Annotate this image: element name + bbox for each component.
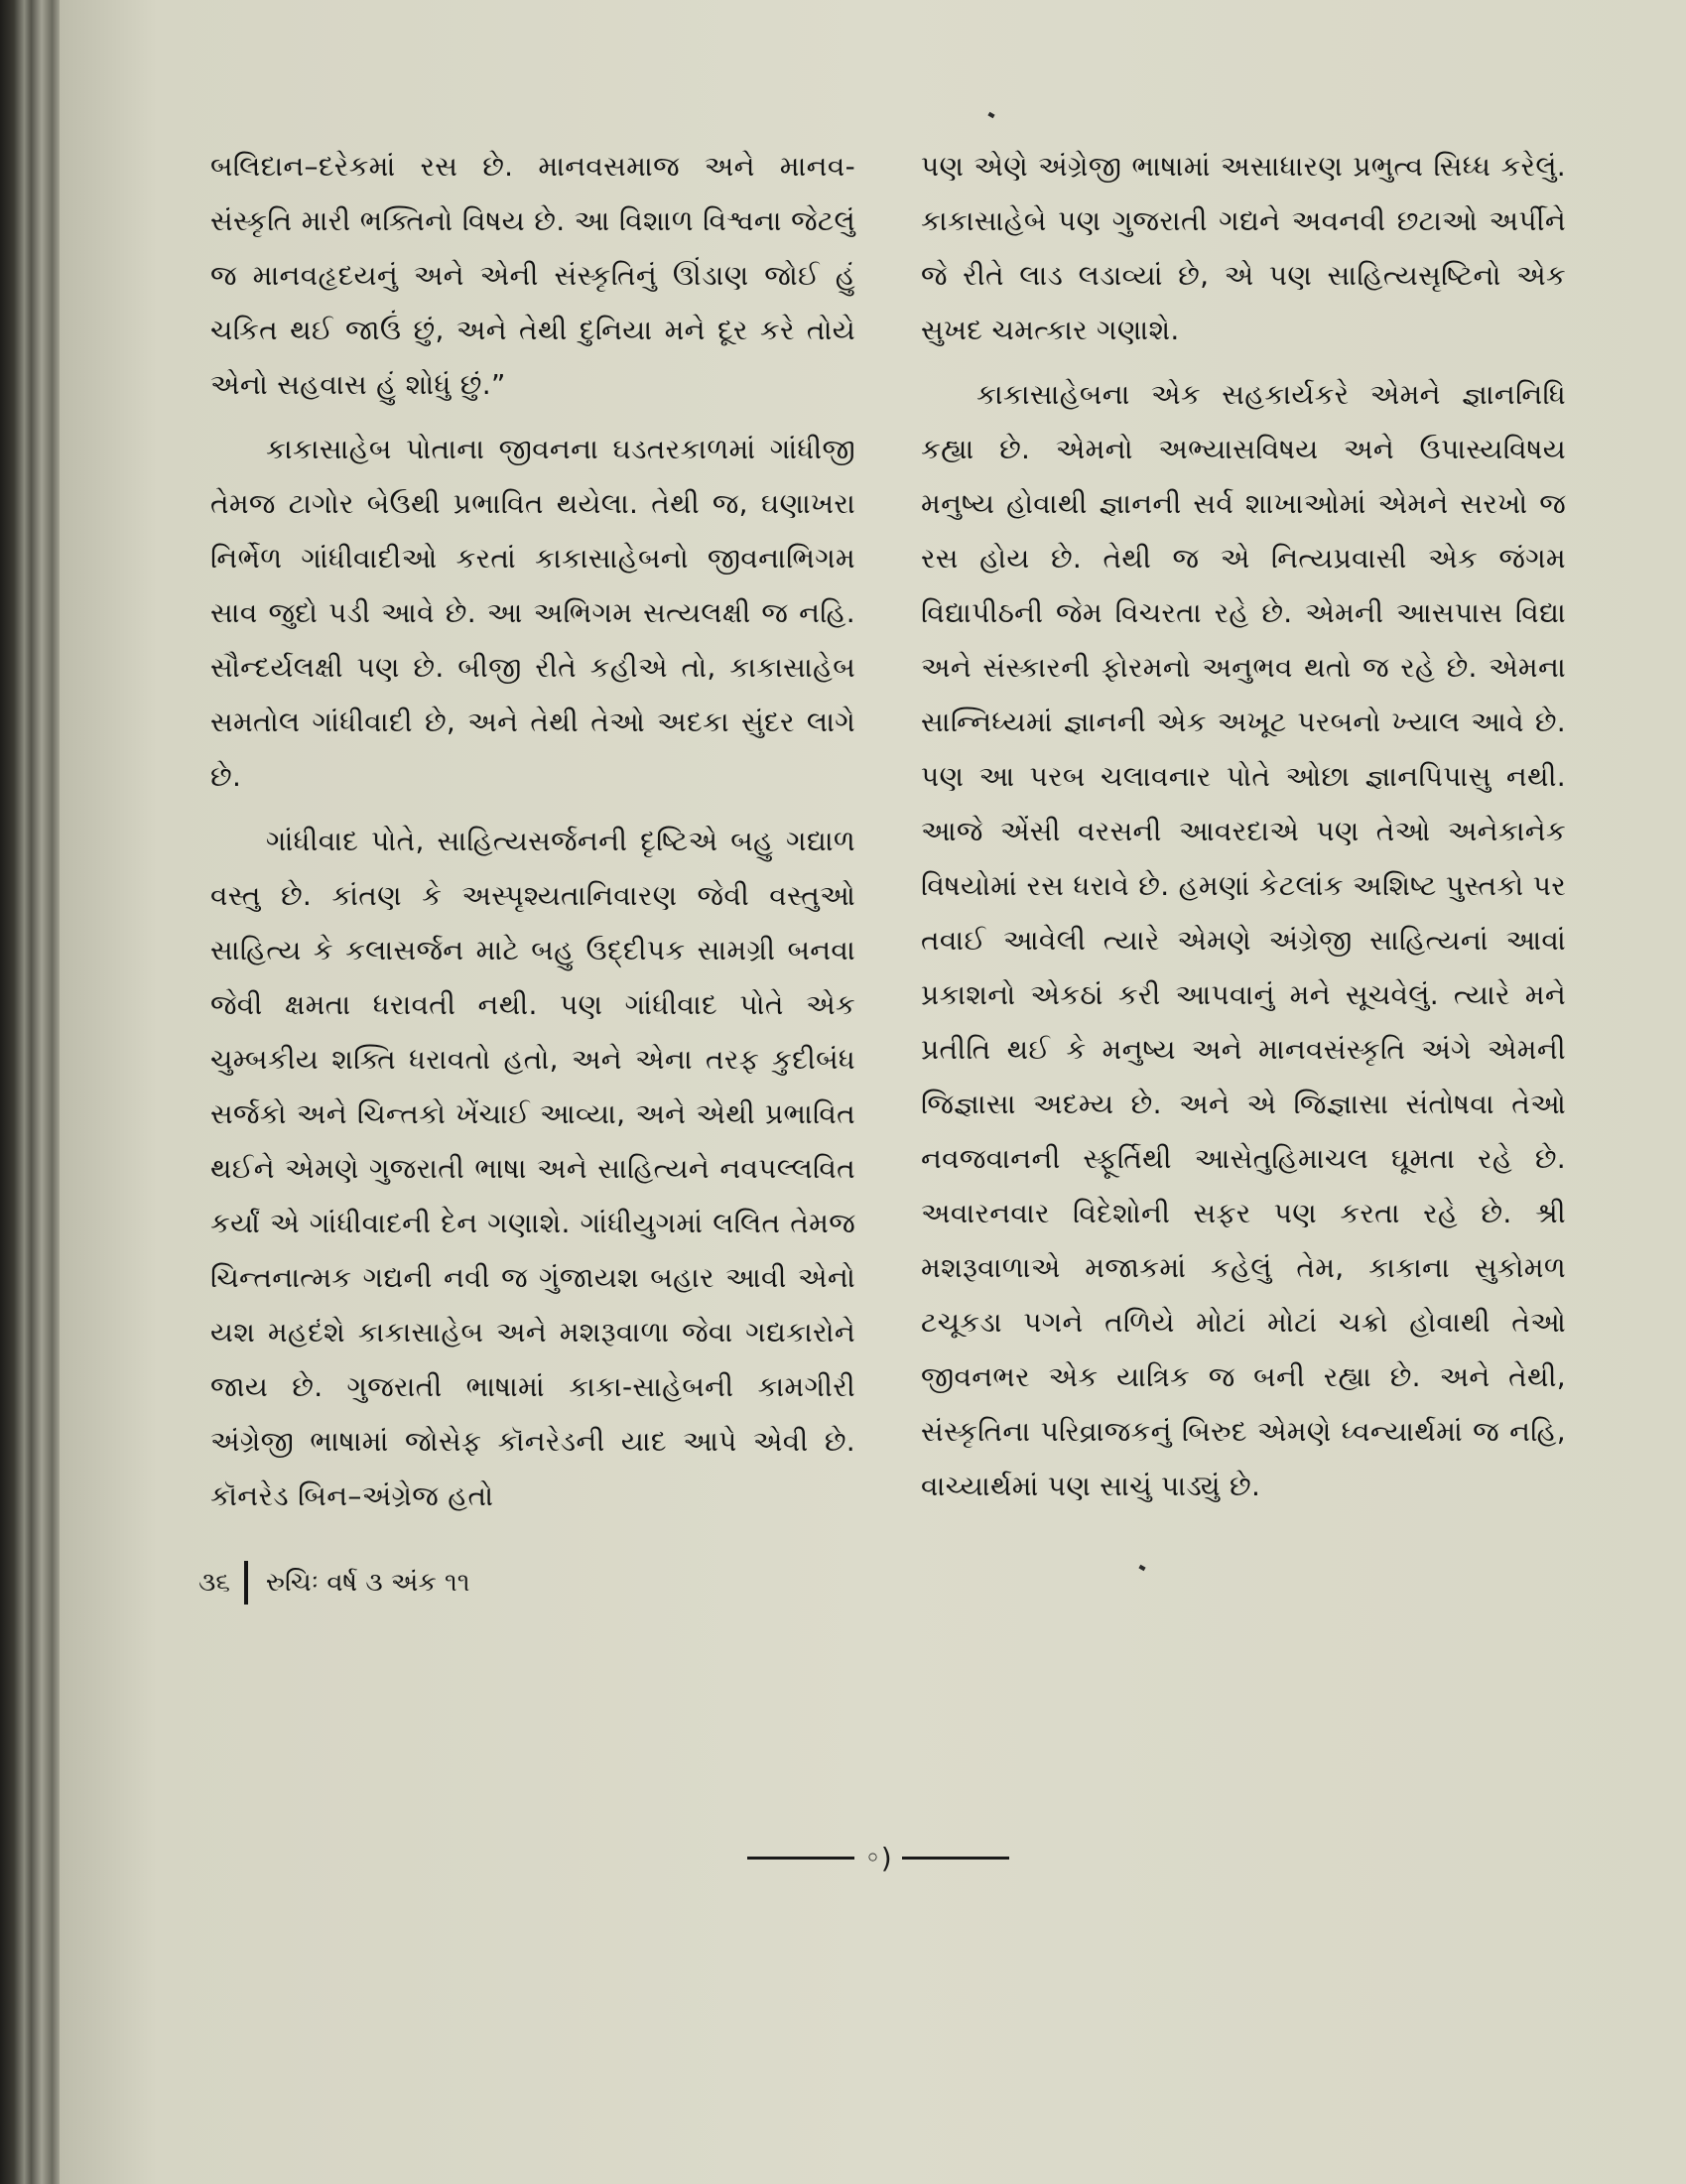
ornament-glyph: ◦) <box>864 1841 892 1874</box>
left-paragraph-3: ગાંધીવાદ પોતે, સાહિત્યસર્જનની દૃષ્ટિએ બહુ ગદ્યાળ વસ્તુ છે. કાંતણ કે અસ્પૃશ્યતાનિવારણ જેવી વસ્તુઓ સાહિત્ય કે કલાસર્જન માટે બહુ ઉદ્દીપક સામગ્રી બનવા જેવી ક્ષમતા ધરાવતી નથી. પણ ગાંધીવાદ પોતે એક ચુમ્બકીય શક્તિ ધરાવતો હતો, અને એના તરફ કુદીબંધ સર્જકો અને ચિન્તકો ખેંચાઈ આવ્યા, અને એથી પ્રભાવિત થઈને એમણે ગુજરાતી ભાષા અને સાહિત્યને નવપલ્લવિત કર્યાં એ ગાંધીવાદની દેન ગણાશે. ગાંધીયુગમાં લલિત તેમજ ચિન્તનાત્મક ગદ્યની નવી જ ગુંજાયશ બહાર આવી એનો યશ મહદંશે કાકાસાહેબ અને મશરૂવાળા જેવા ગદ્યકારોને જાય છે. ગુજરાતી ભાષામાં કાકા-સાહેબની કામગીરી અંગ્રેજી ભાષામાં જોસેફ કૉનરેડની યાદ આપે એવી છે. કૉનરેડ બિન–અંગ્રેજ હતો <box>210 825 855 1512</box>
ornament-rule-left <box>747 1857 854 1860</box>
right-column <box>921 139 1566 1523</box>
right-paragraph-1: પણ એણે અંગ્રેજી ભાષામાં અસાધારણ પ્રભુત્વ સિધ્ધ કરેલું. કાકાસાહેબે પણ ગુજરાતી ગદ્યને અવનવી છટાઓ અર્પીને જે રીતે લાડ લડાવ્યાં છે, એ પણ સાહિત્યસૃષ્ટિનો એક સુખદ ચમત્કાર ગણાશે. <box>921 150 1566 346</box>
left-paragraph-1: બલિદાન–દરેકમાં રસ છે. માનવસમાજ અને માનવ-સંસ્કૃતિ મારી ભક્તિનો વિષય છે. આ વિશાળ વિશ્વના જેટલું જ માનવહૃદયનું અને એની સંસ્કૃતિનું ઊંડાણ જોઈ હું ચકિત થઈ જાઉં છું, અને તેથી દુનિયા મને દૂર કરે તોયે એનો સહવાસ હું શોધું છું.” <box>210 150 855 401</box>
left-paragraph-2: કાકાસાહેબ પોતાના જીવનના ઘડતરકાળમાં ગાંધીજી તેમજ ટાગોર બેઉથી પ્રભાવિત થયેલા. તેથી જ, ઘણાખરા નિર્ભેળ ગાંધીવાદીઓ કરતાં કાકાસાહેબનો જીવનાભિગમ સાવ જુદો પડી આવે છે. આ અભિગમ સત્યલક્ષી જ નહિ. સૌન્દર્યલક્ષી પણ છે. બીજી રીતે કહીએ તો, કાકાસાહેબ સમતોલ ગાંધીવાદી છે, અને તેથી તેઓ અદકા સુંદર લાગે છે. <box>210 433 855 793</box>
left-column <box>210 139 855 1533</box>
footer-divider <box>244 1561 248 1605</box>
page-number: ૩૬ <box>198 1567 230 1598</box>
page-footer <box>198 1561 469 1605</box>
journal-title: રુચિઃ વર્ષ ૩ અંક ૧૧ <box>265 1567 470 1598</box>
ornament-rule-right <box>902 1857 1009 1860</box>
end-ornament <box>739 1838 1017 1877</box>
right-paragraph-2: કાકાસાહેબના એક સહકાર્યકરે એમને જ્ઞાનનિધિ કહ્યા છે. એમનો અભ્યાસવિષય અને ઉપાસ્યવિષય મનુષ્ય હોવાથી જ્ઞાનની સર્વ શાખાઓમાં એમને સરખો જ રસ હોય છે. તેથી જ એ નિત્યપ્રવાસી એક જંગમ વિદ્યાપીઠની જેમ વિચરતા રહે છે. એમની આસપાસ વિદ્યા અને સંસ્કારની ફોરમનો અનુભવ થતો જ રહે છે. એમના સાન્નિધ્યમાં જ્ઞાનની એક અખૂટ પરબનો ખ્યાલ આવે છે. પણ આ પરબ ચલાવનાર પોતે ઓછા જ્ઞાનપિપાસુ નથી. આજે એંસી વરસની આવરદાએ પણ તેઓ અનેકાનેક વિષયોમાં રસ ધરાવે છે. હમણાં કેટલાંક અશિષ્ટ પુસ્તકો પર તવાઈ આવેલી ત્યારે એમણે અંગ્રેજી સાહિત્યનાં આવાં પ્રકાશનો એકઠાં કરી આપવાનું મને સૂચવેલું. ત્યારે મને પ્રતીતિ થઈ કે મનુષ્ય અને માનવસંસ્કૃતિ અંગે એમની જિજ્ઞાસા અદમ્ય છે. અને એ જિજ્ઞાસા સંતોષવા તેઓ નવજવાનની સ્ફૂર્તિથી આસેતુહિમાચલ ઘૂમતા રહે છે. અવારનવાર વિદેશોની સફર પણ કરતા રહે છે. શ્રી મશરૂવાળાએ મજાકમાં કહેલું તેમ, કાકાના સુકોમળ ટચૂકડા પગને તળિયે મોટાં મોટાં ચક્રો હોવાથી તેઓ જીવનભર એક યાત્રિક જ બની રહ્યા છે. અને તેથી, સંસ્કૃતિના પરિવ્રાજકનું બિરુદ એમણે ધ્વન્યાર્થમાં જ નહિ, વાચ્યાર્થમાં પણ સાચું પાડ્યું છે. <box>921 378 1566 1502</box>
